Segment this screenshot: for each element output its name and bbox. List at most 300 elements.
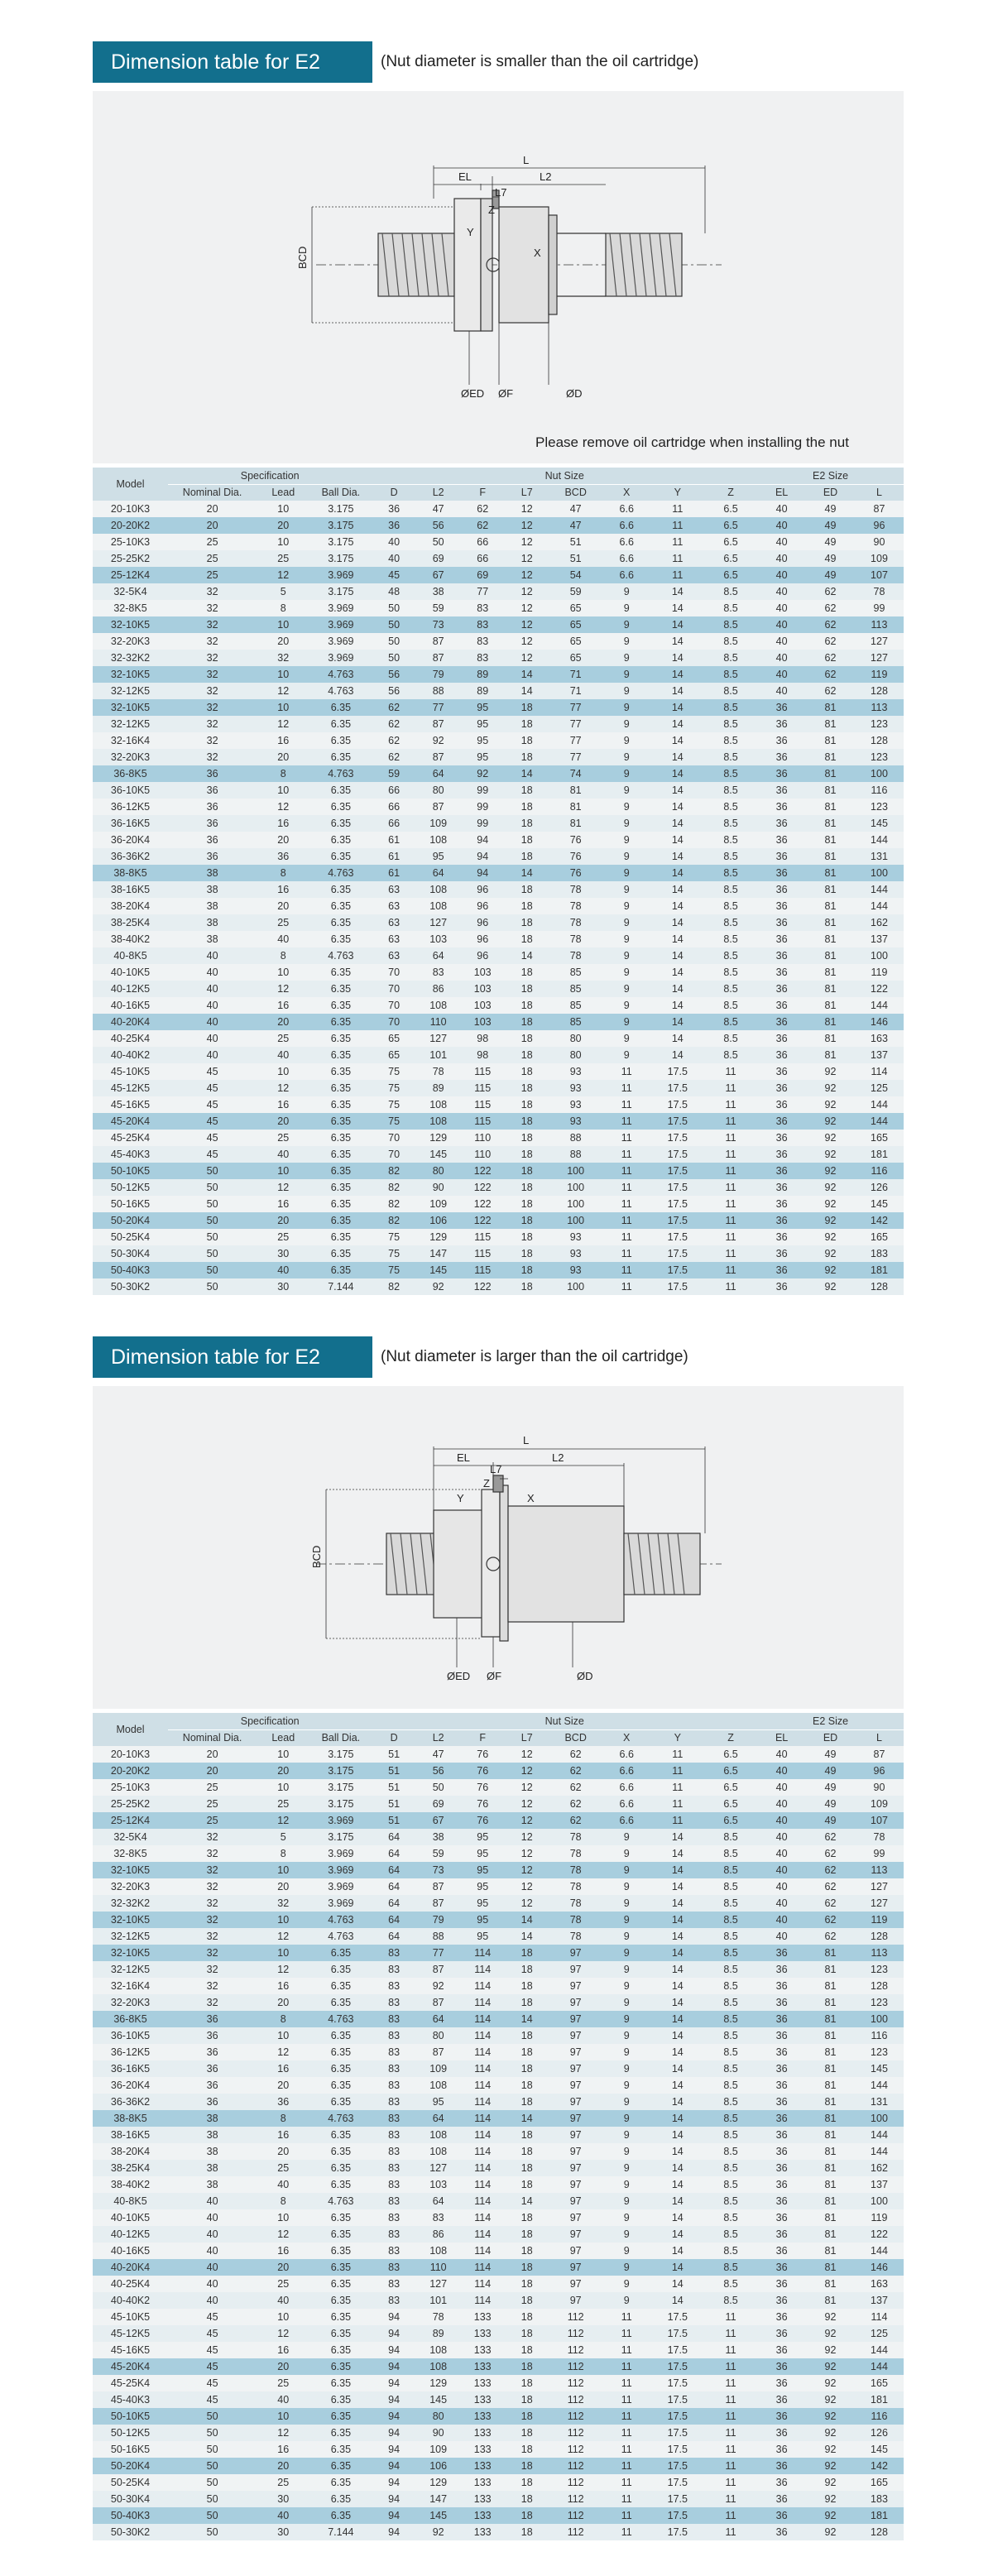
value-cell: 97	[549, 2209, 602, 2226]
value-cell: 81	[806, 2226, 855, 2243]
installation-note: Please remove oil cartridge when installing the nut	[535, 434, 849, 450]
value-cell: 122	[855, 981, 904, 997]
value-cell: 8.5	[704, 749, 757, 765]
value-cell: 8.5	[704, 1862, 757, 1878]
value-cell: 40	[757, 633, 806, 650]
value-cell: 129	[416, 1229, 461, 1245]
value-cell: 45	[168, 2391, 257, 2408]
table-row	[93, 550, 904, 567]
value-cell: 3.175	[309, 501, 372, 517]
value-cell: 76	[549, 865, 602, 881]
value-cell: 144	[855, 2243, 904, 2259]
value-cell: 127	[855, 1878, 904, 1895]
value-cell: 8.5	[704, 1978, 757, 1994]
model-cell: 50-30K4	[93, 2491, 168, 2507]
value-cell: 11	[704, 2458, 757, 2474]
value-cell: 6.5	[704, 550, 757, 567]
value-cell: 78	[549, 1878, 602, 1895]
value-cell: 12	[505, 550, 549, 567]
value-cell: 18	[505, 931, 549, 947]
value-cell: 14	[651, 782, 704, 799]
value-cell: 80	[549, 1047, 602, 1063]
value-cell: 20	[257, 2358, 309, 2375]
value-cell: 92	[806, 2458, 855, 2474]
value-cell: 40	[257, 1047, 309, 1063]
value-cell: 108	[416, 881, 461, 898]
value-cell: 78	[549, 1928, 602, 1945]
value-cell: 36	[757, 964, 806, 981]
value-cell: 147	[416, 1245, 461, 1262]
value-cell: 18	[505, 716, 549, 732]
value-cell: 11	[602, 1179, 651, 1196]
value-cell: 81	[806, 981, 855, 997]
model-cell: 40-16K5	[93, 2243, 168, 2259]
value-cell: 96	[460, 914, 505, 931]
value-cell: 110	[460, 1146, 505, 1163]
model-cell: 32-5K4	[93, 583, 168, 600]
model-cell: 40-10K5	[93, 964, 168, 981]
header-column: D	[372, 1729, 416, 1746]
table-row	[93, 2044, 904, 2060]
value-cell: 9	[602, 1945, 651, 1961]
value-cell: 64	[416, 2011, 461, 2027]
value-cell: 92	[806, 1229, 855, 1245]
value-cell: 38	[168, 898, 257, 914]
value-cell: 97	[549, 1961, 602, 1978]
value-cell: 87	[416, 2044, 461, 2060]
value-cell: 133	[460, 2325, 505, 2342]
value-cell: 101	[416, 2292, 461, 2309]
header-model: Model	[93, 1713, 168, 1746]
value-cell: 40	[168, 2259, 257, 2276]
value-cell: 66	[460, 534, 505, 550]
value-cell: 76	[460, 1763, 505, 1779]
value-cell: 18	[505, 732, 549, 749]
value-cell: 108	[416, 832, 461, 848]
value-cell: 32	[168, 749, 257, 765]
value-cell: 3.175	[309, 1829, 372, 1845]
value-cell: 36	[757, 799, 806, 815]
value-cell: 62	[806, 1895, 855, 1912]
value-cell: 97	[549, 2226, 602, 2243]
value-cell: 11	[704, 2441, 757, 2458]
value-cell: 8.5	[704, 2110, 757, 2127]
value-cell: 17.5	[651, 1245, 704, 1262]
value-cell: 97	[549, 2127, 602, 2143]
value-cell: 98	[460, 1030, 505, 1047]
value-cell: 92	[416, 2524, 461, 2540]
value-cell: 17.5	[651, 1130, 704, 1146]
value-cell: 78	[416, 2309, 461, 2325]
value-cell: 8.5	[704, 931, 757, 947]
model-cell: 45-16K5	[93, 2342, 168, 2358]
model-cell: 32-20K3	[93, 1878, 168, 1895]
value-cell: 36	[757, 2226, 806, 2243]
value-cell: 11	[602, 1146, 651, 1163]
value-cell: 62	[806, 616, 855, 633]
value-cell: 145	[855, 2441, 904, 2458]
value-cell: 18	[505, 881, 549, 898]
model-cell: 32-20K3	[93, 1994, 168, 2011]
value-cell: 97	[549, 2011, 602, 2027]
value-cell: 81	[806, 2259, 855, 2276]
value-cell: 6.6	[602, 1796, 651, 1812]
value-cell: 99	[855, 1845, 904, 1862]
value-cell: 144	[855, 2127, 904, 2143]
value-cell: 77	[549, 699, 602, 716]
value-cell: 81	[806, 2060, 855, 2077]
value-cell: 9	[602, 832, 651, 848]
value-cell: 10	[257, 782, 309, 799]
value-cell: 65	[372, 1030, 416, 1047]
value-cell: 6.35	[309, 931, 372, 947]
value-cell: 9	[602, 650, 651, 666]
model-cell: 40-12K5	[93, 981, 168, 997]
value-cell: 36	[757, 1212, 806, 1229]
value-cell: 30	[257, 2491, 309, 2507]
model-cell: 32-20K3	[93, 633, 168, 650]
value-cell: 40	[757, 1829, 806, 1845]
value-cell: 14	[651, 799, 704, 815]
value-cell: 16	[257, 815, 309, 832]
table-row	[93, 716, 904, 732]
value-cell: 40	[757, 567, 806, 583]
value-cell: 6.35	[309, 2458, 372, 2474]
value-cell: 51	[372, 1746, 416, 1763]
value-cell: 70	[372, 997, 416, 1014]
value-cell: 32	[257, 1895, 309, 1912]
header-column: L2	[416, 484, 461, 501]
value-cell: 90	[416, 2425, 461, 2441]
value-cell: 36	[757, 2491, 806, 2507]
value-cell: 94	[372, 2441, 416, 2458]
model-cell: 50-30K2	[93, 2524, 168, 2540]
value-cell: 8.5	[704, 898, 757, 914]
value-cell: 9	[602, 1014, 651, 1030]
value-cell: 114	[460, 2226, 505, 2243]
value-cell: 81	[806, 732, 855, 749]
value-cell: 10	[257, 2209, 309, 2226]
value-cell: 81	[806, 2292, 855, 2309]
value-cell: 18	[505, 1994, 549, 2011]
value-cell: 14	[651, 716, 704, 732]
value-cell: 6.35	[309, 2358, 372, 2375]
value-cell: 114	[460, 2209, 505, 2226]
value-cell: 78	[549, 1845, 602, 1862]
value-cell: 18	[505, 749, 549, 765]
value-cell: 18	[505, 2325, 549, 2342]
value-cell: 92	[806, 1262, 855, 1278]
value-cell: 146	[855, 1014, 904, 1030]
model-cell: 32-12K5	[93, 683, 168, 699]
value-cell: 77	[549, 732, 602, 749]
value-cell: 18	[505, 2524, 549, 2540]
value-cell: 87	[416, 799, 461, 815]
value-cell: 9	[602, 947, 651, 964]
value-cell: 113	[855, 699, 904, 716]
value-cell: 20	[257, 2143, 309, 2160]
value-cell: 40	[757, 1845, 806, 1862]
value-cell: 14	[651, 749, 704, 765]
value-cell: 38	[168, 2143, 257, 2160]
value-cell: 90	[855, 1779, 904, 1796]
value-cell: 36	[168, 2094, 257, 2110]
value-cell: 9	[602, 865, 651, 881]
value-cell: 11	[651, 534, 704, 550]
value-cell: 75	[372, 1262, 416, 1278]
value-cell: 62	[806, 666, 855, 683]
model-cell: 40-25K4	[93, 1030, 168, 1047]
value-cell: 18	[505, 2209, 549, 2226]
value-cell: 9	[602, 2143, 651, 2160]
value-cell: 122	[855, 2226, 904, 2243]
table-row	[93, 2276, 904, 2292]
header-specification: Specification	[168, 468, 372, 484]
value-cell: 137	[855, 931, 904, 947]
value-cell: 20	[257, 749, 309, 765]
table-row	[93, 1096, 904, 1113]
value-cell: 17.5	[651, 2524, 704, 2540]
value-cell: 25	[168, 1779, 257, 1796]
table-row	[93, 2160, 904, 2176]
header-column: Nominal Dia.	[168, 484, 257, 501]
value-cell: 80	[416, 2027, 461, 2044]
value-cell: 36	[757, 2243, 806, 2259]
model-cell: 45-10K5	[93, 1063, 168, 1080]
model-cell: 32-32K2	[93, 650, 168, 666]
value-cell: 100	[549, 1163, 602, 1179]
model-cell: 40-12K5	[93, 2226, 168, 2243]
value-cell: 114	[460, 2243, 505, 2259]
value-cell: 66	[460, 550, 505, 567]
value-cell: 9	[602, 1878, 651, 1895]
value-cell: 40	[168, 2292, 257, 2309]
model-cell: 38-16K5	[93, 881, 168, 898]
value-cell: 12	[505, 1895, 549, 1912]
value-cell: 10	[257, 1912, 309, 1928]
value-cell: 144	[855, 2143, 904, 2160]
model-cell: 32-12K5	[93, 1961, 168, 1978]
value-cell: 108	[416, 2358, 461, 2375]
value-cell: 64	[372, 1895, 416, 1912]
value-cell: 18	[505, 997, 549, 1014]
value-cell: 126	[855, 2425, 904, 2441]
value-cell: 62	[806, 1829, 855, 1845]
value-cell: 18	[505, 2044, 549, 2060]
value-cell: 6.35	[309, 1014, 372, 1030]
value-cell: 64	[416, 765, 461, 782]
value-cell: 75	[372, 1113, 416, 1130]
value-cell: 9	[602, 2226, 651, 2243]
value-cell: 116	[855, 2408, 904, 2425]
value-cell: 17.5	[651, 1063, 704, 1080]
value-cell: 78	[855, 1829, 904, 1845]
model-cell: 36-10K5	[93, 782, 168, 799]
label-L2: L2	[552, 1451, 564, 1464]
value-cell: 83	[372, 2044, 416, 2060]
value-cell: 36	[757, 1179, 806, 1196]
value-cell: 115	[460, 1245, 505, 1262]
value-cell: 62	[549, 1812, 602, 1829]
value-cell: 77	[549, 716, 602, 732]
model-cell: 25-25K2	[93, 550, 168, 567]
table-row	[93, 1245, 904, 1262]
value-cell: 10	[257, 699, 309, 716]
value-cell: 94	[460, 832, 505, 848]
value-cell: 109	[855, 550, 904, 567]
value-cell: 40	[168, 2209, 257, 2226]
value-cell: 6.35	[309, 848, 372, 865]
value-cell: 62	[806, 600, 855, 616]
value-cell: 6.35	[309, 2259, 372, 2276]
value-cell: 12	[505, 1779, 549, 1796]
value-cell: 81	[806, 2143, 855, 2160]
value-cell: 8.5	[704, 881, 757, 898]
value-cell: 18	[505, 2441, 549, 2458]
value-cell: 50	[168, 1229, 257, 1245]
model-cell: 45-12K5	[93, 1080, 168, 1096]
value-cell: 88	[549, 1130, 602, 1146]
value-cell: 94	[372, 2391, 416, 2408]
value-cell: 81	[806, 782, 855, 799]
value-cell: 3.969	[309, 1862, 372, 1878]
value-cell: 114	[460, 2143, 505, 2160]
value-cell: 81	[806, 2243, 855, 2259]
value-cell: 20	[257, 1763, 309, 1779]
value-cell: 17.5	[651, 2325, 704, 2342]
value-cell: 32	[168, 716, 257, 732]
value-cell: 114	[460, 1945, 505, 1961]
header-nut-size: Nut Size	[372, 1713, 757, 1729]
value-cell: 11	[704, 1146, 757, 1163]
value-cell: 62	[806, 1878, 855, 1895]
value-cell: 99	[460, 782, 505, 799]
value-cell: 14	[651, 616, 704, 633]
value-cell: 11	[602, 2425, 651, 2441]
value-cell: 89	[460, 683, 505, 699]
value-cell: 87	[416, 716, 461, 732]
value-cell: 11	[704, 2524, 757, 2540]
value-cell: 145	[416, 2391, 461, 2408]
header-column: Lead	[257, 1729, 309, 1746]
value-cell: 127	[416, 2276, 461, 2292]
value-cell: 95	[416, 848, 461, 865]
value-cell: 127	[855, 1895, 904, 1912]
value-cell: 12	[505, 650, 549, 666]
ball-screw-diagram	[93, 91, 904, 463]
value-cell: 12	[257, 1812, 309, 1829]
value-cell: 12	[505, 1796, 549, 1812]
value-cell: 93	[549, 1080, 602, 1096]
table-row	[93, 1779, 904, 1796]
table-row	[93, 2127, 904, 2143]
value-cell: 36	[757, 2309, 806, 2325]
value-cell: 6.5	[704, 534, 757, 550]
value-cell: 9	[602, 1912, 651, 1928]
value-cell: 6.35	[309, 2474, 372, 2491]
value-cell: 36	[757, 2358, 806, 2375]
value-cell: 9	[602, 1030, 651, 1047]
value-cell: 50	[168, 2524, 257, 2540]
value-cell: 81	[806, 749, 855, 765]
value-cell: 6.35	[309, 815, 372, 832]
value-cell: 14	[651, 650, 704, 666]
value-cell: 36	[757, 1113, 806, 1130]
value-cell: 85	[549, 1014, 602, 1030]
value-cell: 4.763	[309, 2193, 372, 2209]
table-row	[93, 1030, 904, 1047]
value-cell: 78	[549, 1829, 602, 1845]
value-cell: 36	[757, 1945, 806, 1961]
value-cell: 40	[757, 534, 806, 550]
value-cell: 76	[549, 848, 602, 865]
value-cell: 36	[757, 1047, 806, 1063]
header-column: L	[855, 1729, 904, 1746]
header-column: BCD	[549, 484, 602, 501]
value-cell: 11	[602, 1163, 651, 1179]
model-cell: 32-10K5	[93, 1945, 168, 1961]
value-cell: 18	[505, 2309, 549, 2325]
value-cell: 50	[416, 1779, 461, 1796]
value-cell: 133	[460, 2474, 505, 2491]
value-cell: 36	[757, 898, 806, 914]
value-cell: 40	[757, 600, 806, 616]
value-cell: 11	[602, 1262, 651, 1278]
model-cell: 38-25K4	[93, 914, 168, 931]
value-cell: 18	[505, 1179, 549, 1196]
table-row	[93, 1278, 904, 1295]
value-cell: 17.5	[651, 2507, 704, 2524]
value-cell: 32	[168, 666, 257, 683]
value-cell: 14	[651, 1878, 704, 1895]
value-cell: 85	[549, 981, 602, 997]
value-cell: 108	[416, 898, 461, 914]
value-cell: 51	[372, 1796, 416, 1812]
value-cell: 127	[416, 914, 461, 931]
value-cell: 20	[257, 898, 309, 914]
value-cell: 16	[257, 2127, 309, 2143]
value-cell: 122	[460, 1163, 505, 1179]
value-cell: 40	[168, 997, 257, 1014]
value-cell: 109	[416, 1196, 461, 1212]
value-cell: 145	[416, 1146, 461, 1163]
value-cell: 6.35	[309, 2160, 372, 2176]
value-cell: 8.5	[704, 600, 757, 616]
value-cell: 146	[855, 2259, 904, 2276]
value-cell: 162	[855, 2160, 904, 2176]
value-cell: 128	[855, 732, 904, 749]
value-cell: 62	[806, 1845, 855, 1862]
value-cell: 18	[505, 2060, 549, 2077]
value-cell: 18	[505, 964, 549, 981]
value-cell: 83	[372, 2027, 416, 2044]
value-cell: 4.763	[309, 765, 372, 782]
value-cell: 83	[372, 2143, 416, 2160]
value-cell: 3.175	[309, 583, 372, 600]
value-cell: 9	[602, 2193, 651, 2209]
model-cell: 45-25K4	[93, 1130, 168, 1146]
value-cell: 162	[855, 914, 904, 931]
value-cell: 14	[651, 2209, 704, 2226]
value-cell: 114	[460, 2011, 505, 2027]
model-cell: 36-12K5	[93, 2044, 168, 2060]
value-cell: 4.763	[309, 865, 372, 881]
value-cell: 36	[757, 2143, 806, 2160]
value-cell: 9	[602, 2110, 651, 2127]
header-column: L	[855, 484, 904, 501]
value-cell: 8.5	[704, 1945, 757, 1961]
value-cell: 87	[855, 1746, 904, 1763]
